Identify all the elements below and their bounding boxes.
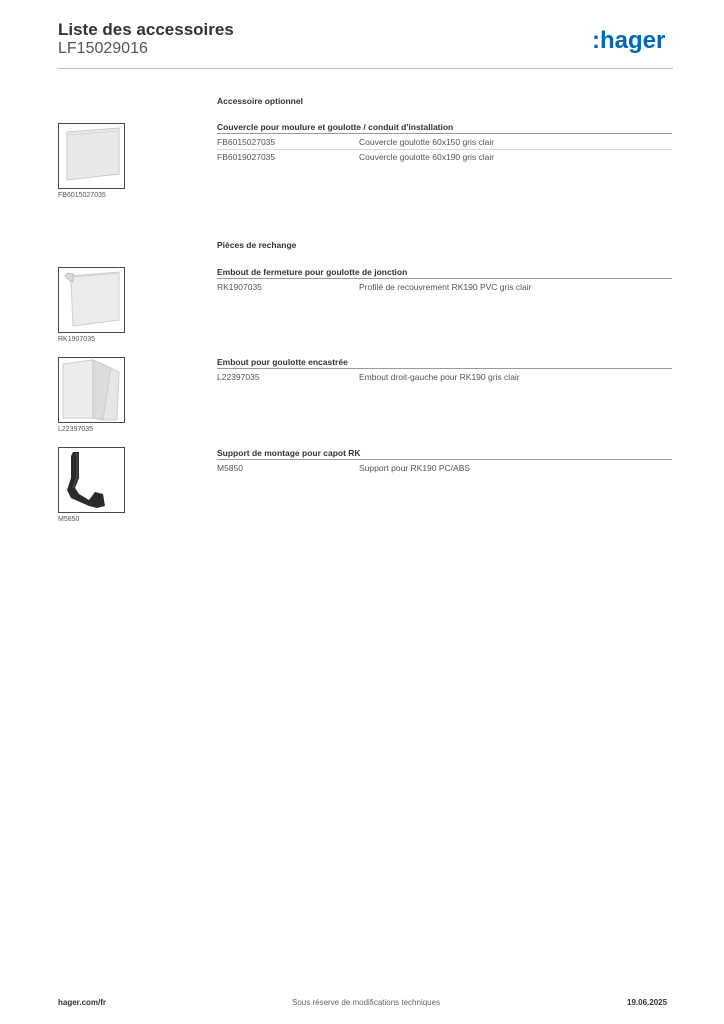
row-reference[interactable]: FB6019027035: [217, 152, 276, 162]
table-row: [217, 370, 672, 384]
section-title-spare: Pièces de rechange: [217, 240, 297, 250]
header-divider: [58, 68, 673, 69]
table-row: [217, 461, 672, 475]
thumbnail-label: FB6015027035: [58, 192, 106, 199]
group-title-cover: Couvercle pour moulure et goulotte / conduit d'installation: [217, 122, 672, 134]
cover-panel-icon: [59, 124, 124, 188]
group-title-mounting-support: Support de montage pour capot RK: [217, 448, 672, 460]
table-row: [217, 280, 672, 294]
table-row: [217, 135, 672, 150]
row-description: Couvercle goulotte 60x190 gris clair: [359, 152, 495, 162]
table-row: [217, 150, 672, 164]
cover-profile-icon: [59, 268, 124, 332]
thumbnail-end-cap: [58, 357, 125, 423]
mounting-bracket-icon: [59, 448, 124, 512]
thumbnail-label: L22397035: [58, 426, 94, 433]
row-description: Profilé de recouvrement RK190 PVC gris clair: [359, 282, 532, 292]
row-reference[interactable]: RK1907035: [217, 282, 262, 292]
row-reference[interactable]: FB6015027035: [217, 137, 276, 147]
group-title-closing-end: Embout de fermeture pour goulotte de jonction: [217, 267, 672, 279]
end-cap-icon: [59, 358, 124, 422]
footer-notice: Sous réserve de modifications techniques: [292, 998, 441, 1007]
row-reference[interactable]: L22397035: [217, 372, 260, 382]
row-description: Embout droit-gauche pour RK190 gris clair: [359, 372, 520, 382]
footer-date: 19.06.2025: [627, 998, 668, 1007]
section-title-optional: Accessoire optionnel: [217, 96, 303, 106]
row-description: Support pour RK190 PC/ABS: [359, 463, 471, 473]
thumbnail-cover-profile: [58, 267, 125, 333]
thumbnail-cover-panel: [58, 123, 125, 189]
hager-logo[interactable]: [592, 27, 674, 55]
group-title-end-cap: Embout pour goulotte encastrée: [217, 357, 672, 369]
thumbnail-label: M5850: [58, 516, 80, 523]
row-reference[interactable]: M5850: [217, 463, 243, 473]
thumbnail-label: RK1907035: [58, 336, 95, 343]
footer-website-link[interactable]: hager.com/fr: [58, 998, 107, 1007]
row-description: Couvercle goulotte 60x150 gris clair: [359, 137, 495, 147]
svg-text::hager: :hager: [592, 27, 666, 54]
thumbnail-mounting-bracket: [58, 447, 125, 513]
product-reference: LF15029016: [58, 40, 148, 57]
page-title: Liste des accessoires: [58, 20, 234, 39]
